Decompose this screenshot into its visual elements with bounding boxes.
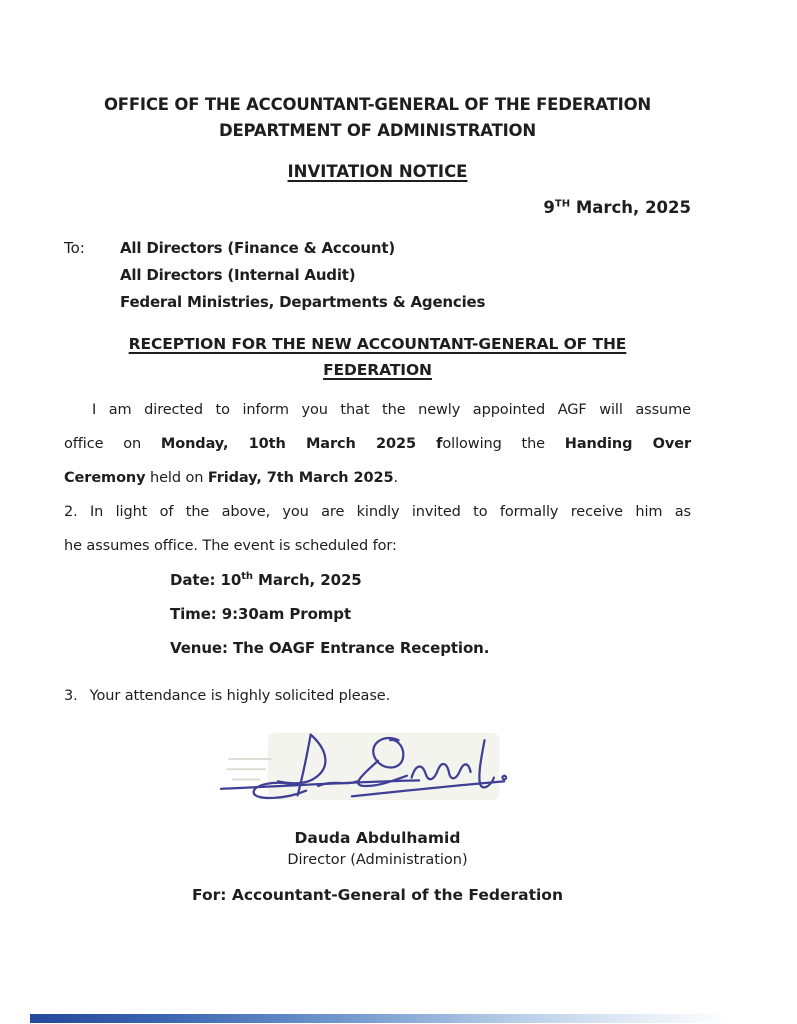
text-segment: Your attendance is highly solicited please. bbox=[89, 688, 391, 704]
footer-accent-bar bbox=[30, 1014, 762, 1023]
invitation-notice-text: INVITATION NOTICE bbox=[287, 162, 468, 181]
for-attribution: For: Accountant-General of the Federation bbox=[191, 886, 563, 904]
text-segment: office on bbox=[64, 436, 161, 452]
org-name-line1: OFFICE OF THE ACCOUNTANT-GENERAL OF THE FEDERATION bbox=[103, 95, 652, 114]
recipient-line: All Directors (Finance & Account) bbox=[120, 239, 395, 257]
text-segment: In light of the above, you are kindly invited to formally receive him as bbox=[90, 504, 691, 520]
body-paragraph-2 bbox=[64, 495, 691, 563]
letter-date-rest: March, 2025 bbox=[570, 198, 691, 217]
schedule-date bbox=[170, 563, 691, 597]
letter-date-day: 9 bbox=[543, 198, 555, 217]
signature-image bbox=[208, 729, 548, 815]
subject-heading bbox=[64, 331, 691, 383]
text-segment: ollowing the bbox=[442, 436, 565, 452]
body-paragraph-3 bbox=[64, 679, 691, 713]
text-segment: . bbox=[393, 470, 398, 486]
subject-line1: RECEPTION FOR THE NEW ACCOUNTANT-GENERAL OF THE bbox=[128, 335, 627, 353]
scan-artifact-smudges bbox=[226, 759, 271, 780]
subject-heading-text bbox=[129, 335, 627, 379]
bold-text-segment: Ceremony bbox=[64, 470, 146, 486]
text-segment: held on bbox=[145, 470, 208, 486]
paragraph1-line2 bbox=[64, 427, 691, 461]
bold-text-segment: Monday, 10th March 2025 f bbox=[160, 436, 443, 452]
subject-line2: FEDERATION bbox=[323, 361, 432, 379]
org-name-line2: DEPARTMENT OF ADMINISTRATION bbox=[218, 121, 536, 140]
text-segment: March, 2025 bbox=[252, 571, 362, 589]
paragraph2-line1 bbox=[64, 495, 691, 529]
schedule-date-ordinal: th bbox=[241, 571, 253, 582]
signatory-name: Dauda Abdulhamid bbox=[294, 829, 461, 847]
recipient-line: Federal Ministries, Departments & Agencies bbox=[120, 293, 486, 311]
bold-text-segment: Friday, 7th March 2025 bbox=[207, 470, 394, 486]
recipient-line: All Directors (Internal Audit) bbox=[120, 266, 356, 284]
letter-date bbox=[64, 195, 691, 221]
paragraph2-line2: he assumes office. The event is scheduled for: bbox=[64, 538, 397, 554]
bold-text-segment: Handing Over bbox=[564, 436, 691, 452]
paragraph-number: 2. bbox=[64, 504, 78, 520]
to-label: To: bbox=[64, 239, 85, 257]
invitation-notice-title bbox=[64, 159, 691, 185]
recipient-lines bbox=[120, 235, 485, 316]
paragraph1-line1: I am directed to inform you that the newly appointed AGF will assume bbox=[92, 402, 691, 418]
schedule-venue: Venue: The OAGF Entrance Reception. bbox=[170, 639, 490, 657]
paragraph-number: 3. bbox=[64, 688, 78, 704]
recipients-block bbox=[64, 235, 691, 316]
event-schedule bbox=[170, 563, 691, 665]
signature-block bbox=[64, 729, 691, 871]
body-paragraph-1 bbox=[64, 393, 691, 495]
schedule-time: Time: 9:30am Prompt bbox=[170, 605, 352, 623]
letter-date-ordinal: TH bbox=[554, 198, 571, 210]
signatory-title: Director (Administration) bbox=[287, 852, 468, 868]
text-segment: Date: 10 bbox=[170, 571, 242, 589]
paragraph1-line3 bbox=[64, 461, 691, 495]
